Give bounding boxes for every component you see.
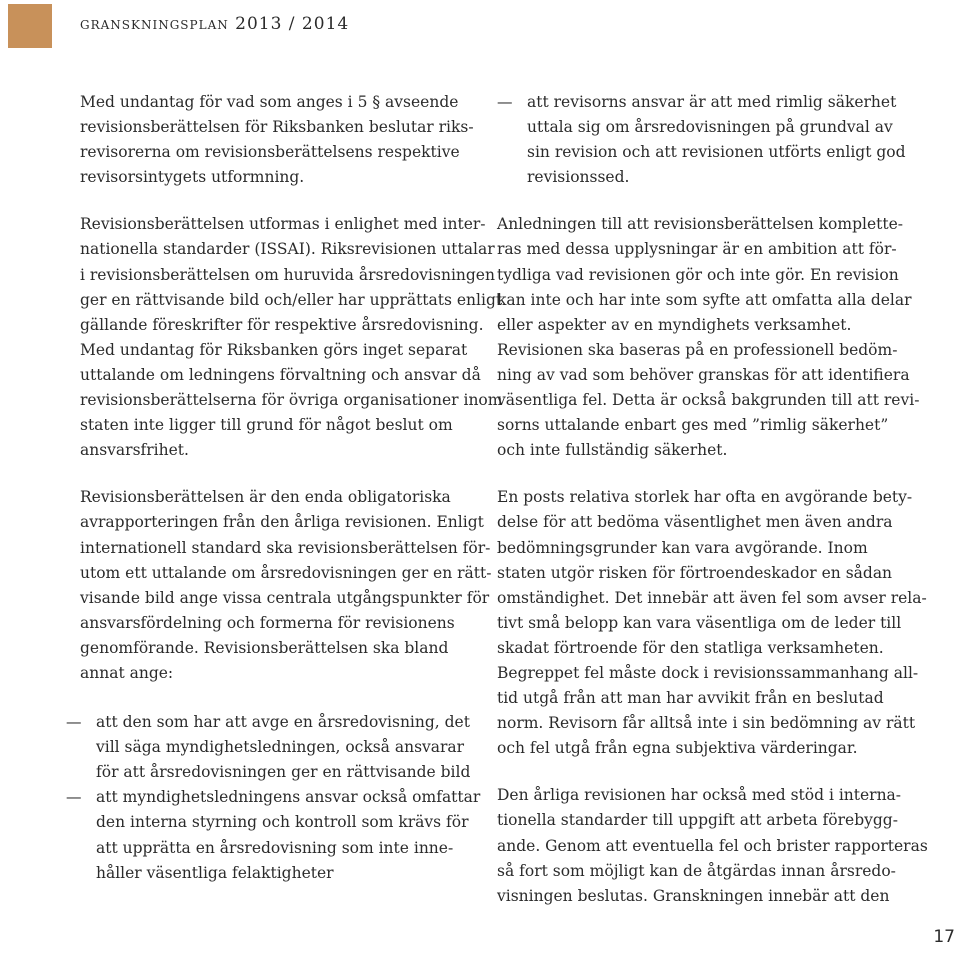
list-item — [66, 710, 475, 785]
text-line: väsentliga fel. Detta är också bakgrunden till att revi- — [497, 391, 920, 410]
text-line: uttala sig om årsredovisningen på grundval av — [527, 118, 893, 137]
text-line: så fort som möjligt kan de åtgärdas innan årsredo- — [497, 861, 896, 880]
text-line: skadat förtroende för den statliga verksamheten. — [497, 638, 884, 657]
text-line: ger en rättvisande bild och/eller har upprättats enligt — [80, 290, 503, 309]
text-line: gällande föreskrifter för respektive årsredovisning. — [80, 315, 484, 334]
text-line: revisionsberättelsen för Riksbanken beslutar riks- — [80, 118, 474, 137]
left-paragraph-1 — [80, 90, 475, 190]
running-head-title: granskningsplan 2013 / 2014 — [80, 14, 350, 34]
text-line: och fel utgå från egna subjektiva värderingar. — [497, 739, 858, 758]
text-line: Med undantag för Riksbanken görs inget separat — [80, 340, 468, 359]
text-line: internationell standard ska revisionsberättelsen för- — [80, 538, 491, 557]
text-line: Revisionsberättelsen är den enda obligatoriska — [80, 488, 451, 507]
text-line: vill säga myndighetsledningen, också ansvarar — [96, 738, 465, 757]
text-line: Begreppet fel måste dock i revisionssammanhang all- — [497, 663, 919, 682]
text-line: Revisionen ska baseras på en professionell bedöm- — [497, 340, 898, 359]
text-line: En posts relativa storlek har ofta en avgörande bety- — [497, 488, 913, 507]
page-number: 17 — [933, 927, 955, 947]
list-item — [66, 785, 481, 885]
text-line: revisorsintygets utformning. — [80, 168, 305, 187]
text-line: för att årsredovisningen ger en rättvisande bild — [96, 763, 471, 782]
text-line: Revisionsberättelsen utformas i enlighet med inter- — [80, 215, 486, 234]
text-line: staten utgör risken för förtroendeskador en sådan — [497, 563, 893, 582]
text-line: ansvarsfrihet. — [80, 441, 189, 460]
text-line: staten inte ligger till grund för något beslut om — [80, 416, 453, 435]
list-item — [497, 90, 906, 190]
text-line: sin revision och att revisionen utförts enligt god — [527, 143, 906, 162]
text-line: och inte fullständig säkerhet. — [497, 441, 728, 460]
text-line: ning av vad som behöver granskas för att identifiera — [497, 365, 910, 384]
left-column — [66, 90, 503, 886]
text-line: revisionssed. — [527, 168, 630, 187]
em-dash-bullet: — — [66, 713, 82, 732]
text-line: att myndighetsledningens ansvar också omfattar — [96, 788, 481, 807]
text-line: uttalande om ledningens förvaltning och ansvar då — [80, 365, 481, 384]
text-line: norm. Revisorn får alltså inte i sin bedömning av rätt — [497, 714, 916, 733]
text-line: den interna styrning och kontroll som krävs för — [96, 813, 469, 832]
text-line: att revisorns ansvar är att med rimlig säkerhet — [527, 93, 897, 111]
text-line: tivt små belopp kan vara väsentliga om de leder till — [497, 613, 902, 632]
text-line: bedömningsgrunder kan vara avgörande. Inom — [497, 538, 868, 557]
text-line: revisionsberättelserna för övriga organisationer inom — [80, 391, 503, 410]
text-line: ansvarsfördelning och formerna för revisionens — [80, 613, 455, 632]
left-dash-list — [66, 710, 481, 886]
text-line: revisorerna om revisionsberättelsens respektive — [80, 143, 460, 162]
em-dash-bullet: — — [497, 93, 513, 111]
text-line: kan inte och har inte som syfte att omfatta alla delar — [497, 290, 912, 309]
text-line: tydliga vad revisionen gör och inte gör. En revision — [497, 265, 899, 284]
text-line: Anledningen till att revisionsberättelsen komplette- — [497, 215, 903, 234]
right-paragraph-3 — [497, 783, 928, 908]
text-line: att upprätta en årsredovisning som inte inne- — [96, 838, 454, 857]
left-paragraph-3 — [80, 485, 492, 686]
text-line: nationella standarder (ISSAI). Riksrevisionen uttalar — [80, 240, 495, 259]
text-line: eller aspekter av en myndighets verksamhet. — [497, 315, 852, 334]
text-line: Med undantag för vad som anges i 5 § avseende — [80, 93, 459, 111]
text-line: visande bild ange vissa centrala utgångspunkter för — [80, 588, 490, 607]
text-line: att den som har att avge en årsredovisning, det — [96, 713, 470, 732]
text-line: annat ange: — [80, 663, 174, 682]
text-line: håller väsentliga felaktigheter — [96, 863, 334, 882]
text-line: i revisionsberättelsen om huruvida årsredovisningen — [80, 265, 495, 284]
right-paragraph-2 — [497, 485, 927, 761]
right-dash-list — [497, 90, 906, 190]
text-line: omständighet. Det innebär att även fel som avser rela- — [497, 588, 927, 607]
text-line: avrapporteringen från den årliga revisionen. Enligt — [80, 513, 484, 532]
left-paragraph-2 — [80, 212, 503, 463]
text-line: tionella standarder till uppgift att arbeta förebygg- — [497, 811, 898, 830]
text-line: delse för att bedöma väsentlighet men även andra — [497, 513, 893, 532]
text-line: ande. Genom att eventuella fel och brister rapporteras — [497, 836, 928, 855]
text-line: genomförande. Revisionsberättelsen ska bland — [80, 638, 449, 657]
text-line: sorns uttalande enbart ges med ”rimlig säkerhet” — [497, 416, 889, 435]
header-accent-square — [8, 4, 52, 48]
text-line: Den årliga revisionen har också med stöd i interna- — [497, 786, 902, 805]
right-column — [497, 90, 928, 931]
right-paragraph-1 — [497, 212, 920, 463]
text-line: tid utgå från att man har avvikit från en beslutad — [497, 689, 884, 708]
text-line: visningen beslutas. Granskningen innebär att den — [497, 886, 890, 905]
text-line: utom ett uttalande om årsredovisningen ger en rätt- — [80, 563, 492, 582]
em-dash-bullet: — — [66, 788, 82, 807]
text-line: ras med dessa upplysningar är en ambition att för- — [497, 240, 897, 259]
